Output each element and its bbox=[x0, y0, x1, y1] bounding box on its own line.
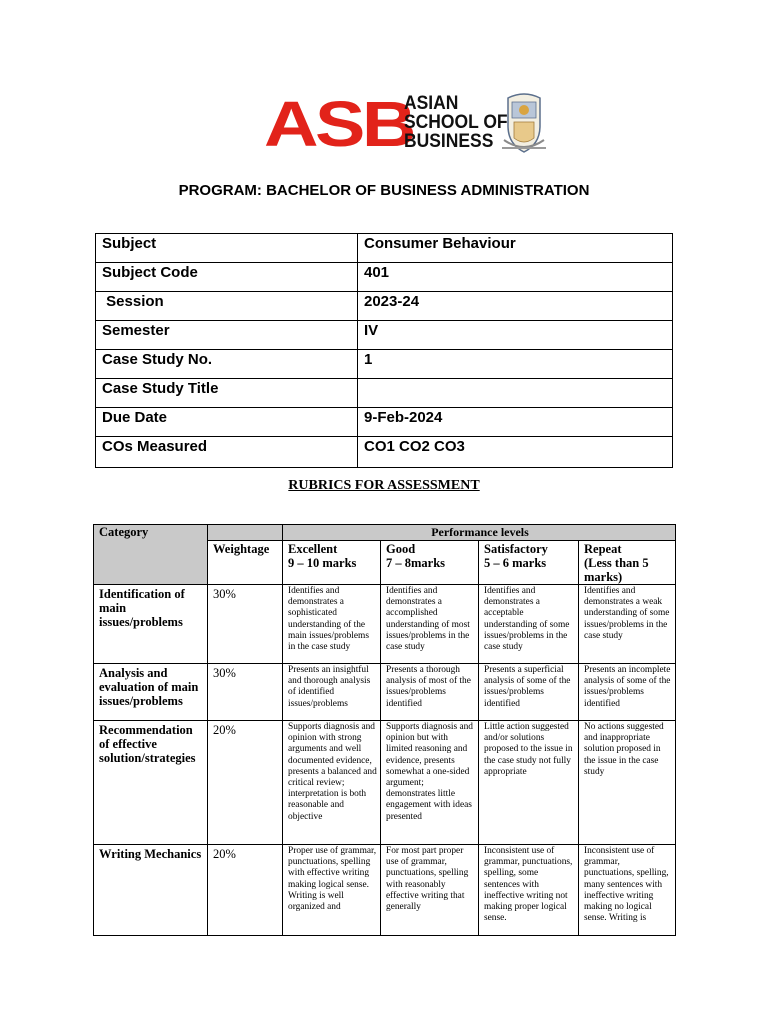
level-name: Repeat bbox=[584, 542, 622, 556]
level-excellent bbox=[283, 541, 381, 585]
rubric-title: RUBRICS FOR ASSESSMENT bbox=[288, 478, 480, 493]
level-marks: 5 – 6 marks bbox=[484, 556, 547, 570]
info-row-semester bbox=[96, 321, 673, 350]
rubric-category: Recommendation of effective solution/strategies bbox=[94, 721, 208, 845]
performance-levels-header: Performance levels bbox=[283, 525, 676, 541]
rubric-cell-text: For most part proper use of grammar, punctuations, spelling with reasonably effective writing that generally bbox=[386, 846, 469, 913]
rubric-cell-text: Inconsistent use of grammar, punctuations, spelling, some sentences with ineffective writing not making proper logical sense. bbox=[484, 846, 573, 924]
info-value bbox=[358, 379, 673, 408]
level-satisfactory bbox=[479, 541, 579, 585]
rubric-category: Analysis and evaluation of main issues/problems bbox=[94, 664, 208, 721]
info-row-session bbox=[96, 292, 673, 321]
info-label: Due Date bbox=[96, 408, 358, 437]
info-label: Session bbox=[96, 292, 358, 321]
rubric-cell bbox=[579, 845, 676, 936]
rubric-cell: Presents a superficial analysis of some of the issues/problems identified bbox=[479, 664, 579, 721]
rubric-cell-text: Proper use of grammar, punctuations, spelling with effective writing making logical sense. Writing is well organized and bbox=[288, 846, 377, 913]
rubric-category: Identification of main issues/problems bbox=[94, 585, 208, 664]
header-spacer bbox=[208, 525, 283, 541]
course-info-table bbox=[95, 233, 673, 468]
level-marks: 9 – 10 marks bbox=[288, 556, 357, 570]
rubric-cell bbox=[479, 845, 579, 936]
info-label: COs Measured bbox=[96, 437, 358, 468]
info-value: 1 bbox=[358, 350, 673, 379]
level-marks: (Less than 5 marks) bbox=[584, 556, 649, 584]
info-label: Case Study No. bbox=[96, 350, 358, 379]
logo-word-1: ASIAN bbox=[404, 93, 459, 114]
rubric-weight: 20% bbox=[208, 721, 283, 845]
logo-word-3: BUSINESS bbox=[404, 131, 494, 152]
rubric-row-writing bbox=[94, 845, 676, 936]
logo-wordmark bbox=[404, 94, 508, 151]
asb-logo bbox=[264, 88, 548, 160]
rubric-row-recommendation bbox=[94, 721, 676, 845]
info-row-due-date bbox=[96, 408, 673, 437]
info-row-subject-code bbox=[96, 263, 673, 292]
rubric-cell: Supports diagnosis and opinion but with limited reasoning and evidence, presents somewhat a one-sided argument; demonstrates little engagement with ideas presented bbox=[381, 721, 479, 845]
info-label: Semester bbox=[96, 321, 358, 350]
info-row-subject bbox=[96, 234, 673, 263]
weightage-header: Weightage bbox=[208, 541, 283, 585]
info-value: 401 bbox=[358, 263, 673, 292]
program-heading: PROGRAM: BACHELOR OF BUSINESS ADMINISTRATION bbox=[178, 182, 590, 199]
info-value: CO1 CO2 CO3 bbox=[358, 437, 673, 468]
rubric-cell: Identifies and demonstrates a sophisticated understanding of the main issues/problems in the case study bbox=[283, 585, 381, 664]
logo-word-2: SCHOOL OF bbox=[404, 112, 508, 133]
level-marks: 7 – 8marks bbox=[386, 556, 446, 570]
rubric-row-analysis bbox=[94, 664, 676, 721]
info-value: Consumer Behaviour bbox=[358, 234, 673, 263]
rubric-weight: 20% bbox=[208, 845, 283, 936]
rubric-table bbox=[93, 524, 676, 936]
rubric-cell: Supports diagnosis and opinion with strong arguments and well documented evidence, presents a balanced and critical review; interpretation is both reasonable and objective bbox=[283, 721, 381, 845]
level-repeat bbox=[579, 541, 676, 585]
info-value: IV bbox=[358, 321, 673, 350]
category-header: Category bbox=[94, 525, 208, 585]
rubric-weight: 30% bbox=[208, 664, 283, 721]
rubric-cell: Presents a thorough analysis of most of the issues/problems identified bbox=[381, 664, 479, 721]
rubric-cell: Identifies and demonstrates a acceptable understanding of some issues/problems in the case study bbox=[479, 585, 579, 664]
rubric-weight: 30% bbox=[208, 585, 283, 664]
rubric-cell: Presents an incomplete analysis of some of the issues/problems identified bbox=[579, 664, 676, 721]
rubric-cell bbox=[283, 845, 381, 936]
rubric-cell: Little action suggested and/or solutions proposed to the issue in the case study not fully appropriate bbox=[479, 721, 579, 845]
rubric-cell-text: Inconsistent use of grammar, punctuations, spelling, many sentences with ineffective writing making no logical sense. Writing is bbox=[584, 846, 669, 924]
level-name: Good bbox=[386, 542, 416, 556]
rubric-cell: Identifies and demonstrates a accomplished understanding of most issues/problems in the case study bbox=[381, 585, 479, 664]
info-value: 2023-24 bbox=[358, 292, 673, 321]
rubric-cell: No actions suggested and inappropriate solution proposed in the issue in the case study bbox=[579, 721, 676, 845]
rubric-row-identification bbox=[94, 585, 676, 664]
rubric-header-row bbox=[94, 525, 676, 541]
rubric-cell: Presents an insightful and thorough analysis of identified issues/problems bbox=[283, 664, 381, 721]
info-row-case-study-no bbox=[96, 350, 673, 379]
info-label: Case Study Title bbox=[96, 379, 358, 408]
rubric-category: Writing Mechanics bbox=[94, 845, 208, 936]
info-value: 9-Feb-2024 bbox=[358, 408, 673, 437]
level-name: Satisfactory bbox=[484, 542, 548, 556]
rubric-cell: Identifies and demonstrates a weak understanding of some issues/problems in the case study bbox=[579, 585, 676, 664]
info-row-cos-measured bbox=[96, 437, 673, 468]
rubric-cell bbox=[381, 845, 479, 936]
level-name: Excellent bbox=[288, 542, 338, 556]
info-row-case-study-title bbox=[96, 379, 673, 408]
logo-mark: ASB bbox=[264, 88, 413, 160]
crest-icon bbox=[500, 88, 548, 156]
info-label: Subject Code bbox=[96, 263, 358, 292]
level-good bbox=[381, 541, 479, 585]
info-label: Subject bbox=[96, 234, 358, 263]
